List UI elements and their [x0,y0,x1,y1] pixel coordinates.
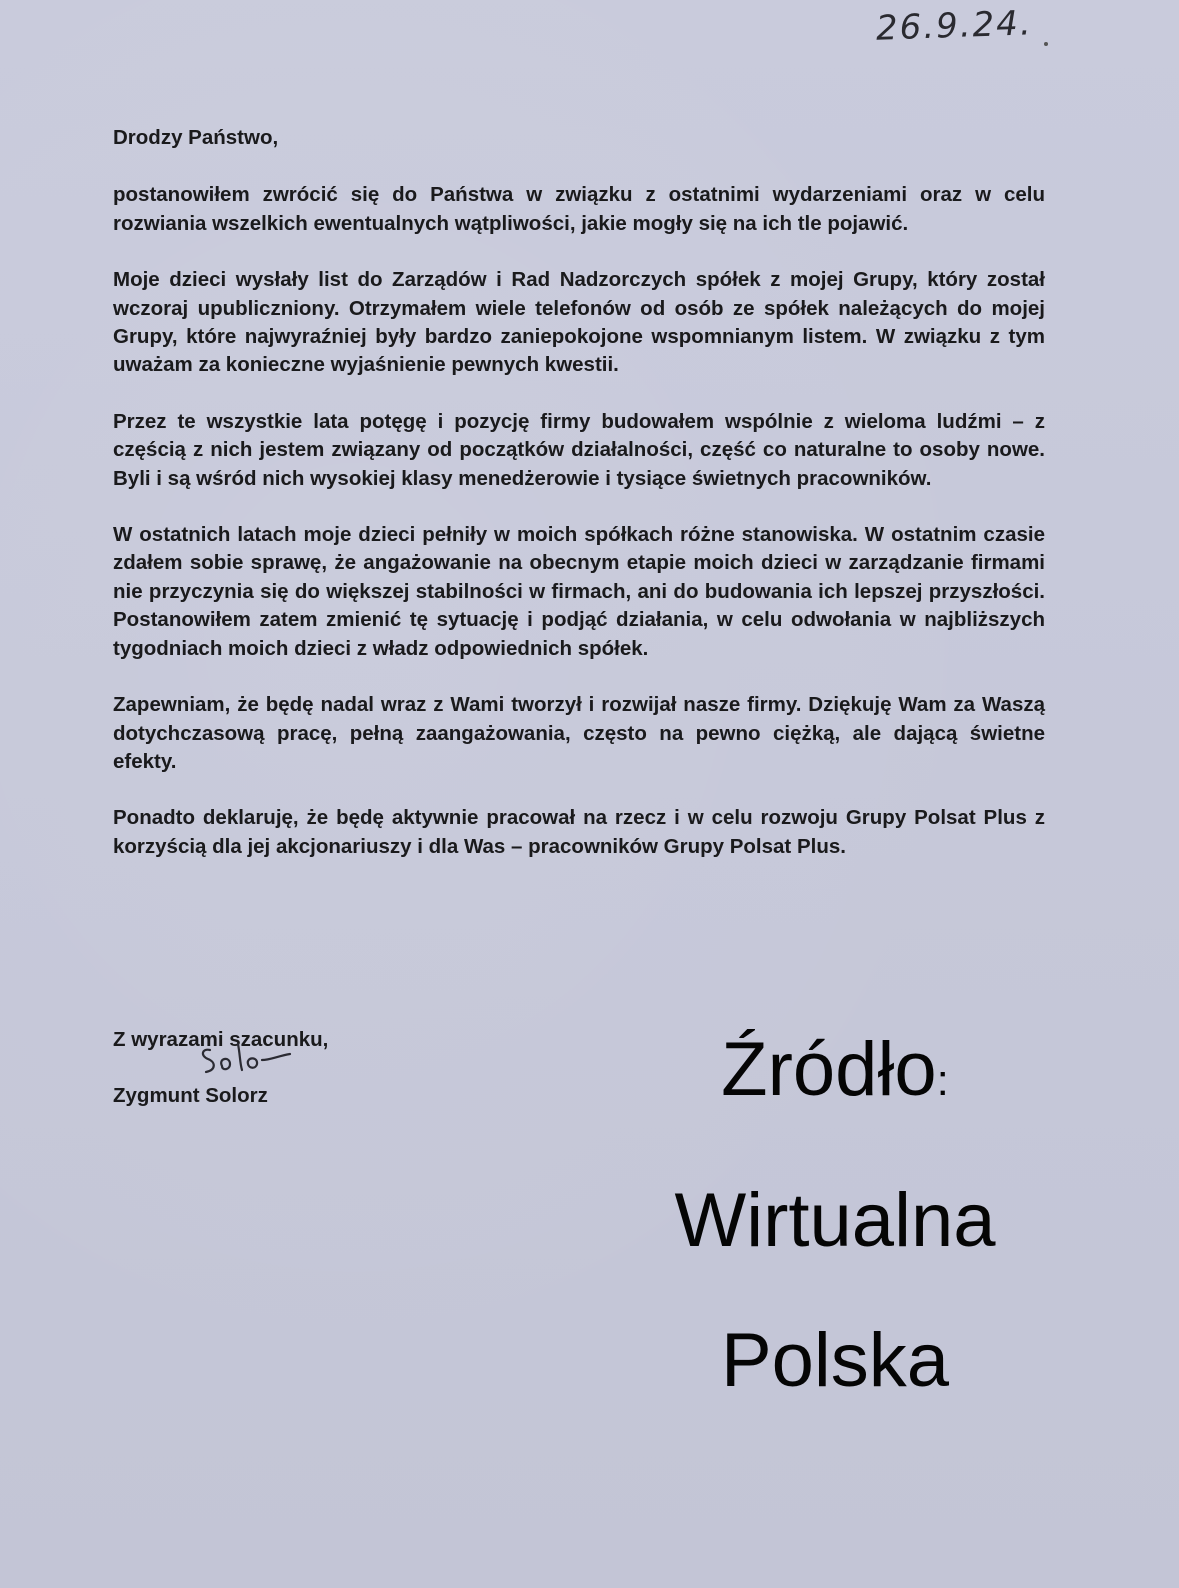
paragraph-1: postanowiłem zwrócić się do Państwa w związku z ostatnimi wydarzeniami oraz w celu rozwiania wszelkich ewentualnych wątpliwości, jakie mogły się na ich tle pojawić. [113,183,1045,235]
paragraph-2: Moje dzieci wysłały list do Zarządów i Rad Nadzorczych spółek z mojej Grupy, który został wczoraj upubliczniony. Otrzymałem wiele telefonów od osób ze spółek należących do mojej Grupy, które najwyraźniej były bardzo zaniepokojone wspomnianym listem. W związku z tym uważam za konieczne wyjaśnienie pewnych kwestii. [113,268,1045,377]
signer-name: Zygmunt Solorz [113,1084,268,1107]
handwritten-date: 26.9.24. [875,3,1034,49]
source-caption [600,1000,1070,1431]
letter-closing: Z wyrazami szacunku, [113,1028,329,1051]
source-label-line [600,1000,1070,1151]
source-label: Źródło [721,1027,937,1112]
handwritten-signature [196,1040,306,1078]
source-colon: : [936,1056,949,1105]
paragraph-4: W ostatnich latach moje dzieci pełniły w moich spółkach różne stanowiska. W ostatnim czasie zdałem sobie sprawę, że angażowanie na obecnym etapie moich dzieci w zarządzanie firmami nie przyczynia się do większej stabilności w firmach, ani do budowania ich lepszej przyszłości. Postanowiłem zatem zmienić tę sytuację i podjąć działania, w celu odwołania w najbliższych tygodniach moich dzieci z władz odpowiednich spółek. [113,523,1045,660]
paragraph-6: Ponadto deklaruję, że będę aktywnie pracował na rzecz i w celu rozwoju Grupy Polsat Plus z korzyścią dla jej akcjonariuszy i dla Was – pracowników Grupy Polsat Plus. [113,806,1045,858]
source-line-2: Polska [720,1318,950,1403]
ink-dot [1044,42,1048,46]
paragraph-5: Zapewniam, że będę nadal wraz z Wami tworzył i rozwijał nasze firmy. Dziękuję Wam za Waszą dotychczasową pracę, pełną zaangażowania, często na pewno ciężką, ale dającą świetne efekty. [113,693,1045,773]
letter-body [113,124,1045,889]
letter-greeting: Drodzy Państwo, [113,126,279,149]
source-line-1: Wirtualna [674,1178,996,1263]
paragraph-3: Przez te wszystkie lata potęgę i pozycję firmy budowałem wspólnie z wieloma ludźmi – z częścią z nich jestem związany od początków działalności, część co naturalne to osoby nowe. Byli i są wśród nich wysokiej klasy menedżerowie i tysiące świetnych pracowników. [113,409,1045,490]
